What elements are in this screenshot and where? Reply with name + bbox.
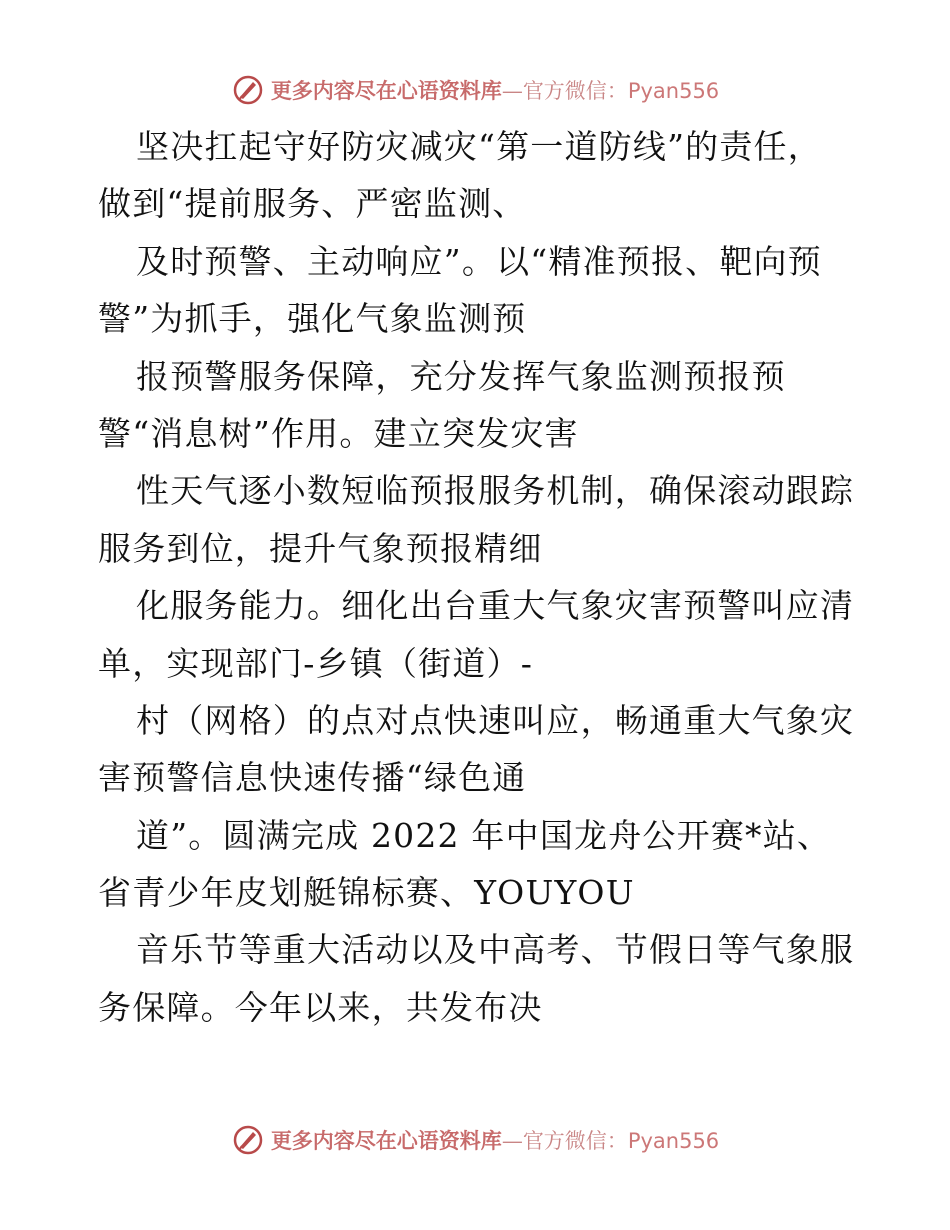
watermark-text <box>271 1125 719 1155</box>
header-watermark <box>0 70 950 110</box>
body-line: 做到“提前服务、严密监测、 <box>98 184 527 224</box>
body-line: 单，实现部门-乡镇（街道）- <box>98 643 534 683</box>
body-line: 道”。圆满完成 2022 年中国龙舟公开赛*站、 <box>136 815 832 855</box>
watermark-handle: Pyan556 <box>627 1129 720 1153</box>
quill-logo-icon <box>231 73 265 107</box>
body-line: 警”为抓手，强化气象监测预 <box>98 299 527 339</box>
quill-logo-icon <box>231 1123 265 1157</box>
watermark-brand: 更多内容尽在心语资料库 <box>270 1128 502 1153</box>
footer-watermark <box>0 1120 950 1160</box>
watermark-separator: — <box>501 1129 523 1153</box>
body-line: 务保障。今年以来，共发布决 <box>98 987 543 1027</box>
body-line: 及时预警、主动响应”。以“精准预报、靶向预 <box>136 241 822 281</box>
body-line: 害预警信息快速传播“绿色通 <box>98 758 527 798</box>
body-line: 坚决扛起守好防灾减灾“第一道防线”的责任， <box>136 127 822 166</box>
watermark-sub: 官方微信： <box>522 1129 628 1153</box>
watermark-separator: — <box>501 79 523 103</box>
body-line: 村（网格）的点对点快速叫应，畅通重大气象灾 <box>136 700 855 740</box>
watermark-text <box>271 75 719 105</box>
body-line: 警“消息树”作用。建立突发灾害 <box>98 413 579 453</box>
body-line: 性天气逐小数短临预报服务机制，确保滚动跟踪 <box>136 471 855 511</box>
watermark-handle: Pyan556 <box>627 79 720 103</box>
body-line: 化服务能力。细化出台重大气象灾害预警叫应清 <box>136 586 855 626</box>
body-line: 报预警服务保障，充分发挥气象监测预报预 <box>136 356 786 396</box>
document-body <box>98 118 858 1036</box>
body-line: 服务到位，提升气象预报精细 <box>98 528 543 568</box>
body-line: 省青少年皮划艇锦标赛、YOUYOU <box>98 873 635 913</box>
watermark-brand: 更多内容尽在心语资料库 <box>270 78 502 103</box>
watermark-sub: 官方微信： <box>522 79 628 103</box>
body-line: 音乐节等重大活动以及中高考、节假日等气象服 <box>136 930 855 970</box>
